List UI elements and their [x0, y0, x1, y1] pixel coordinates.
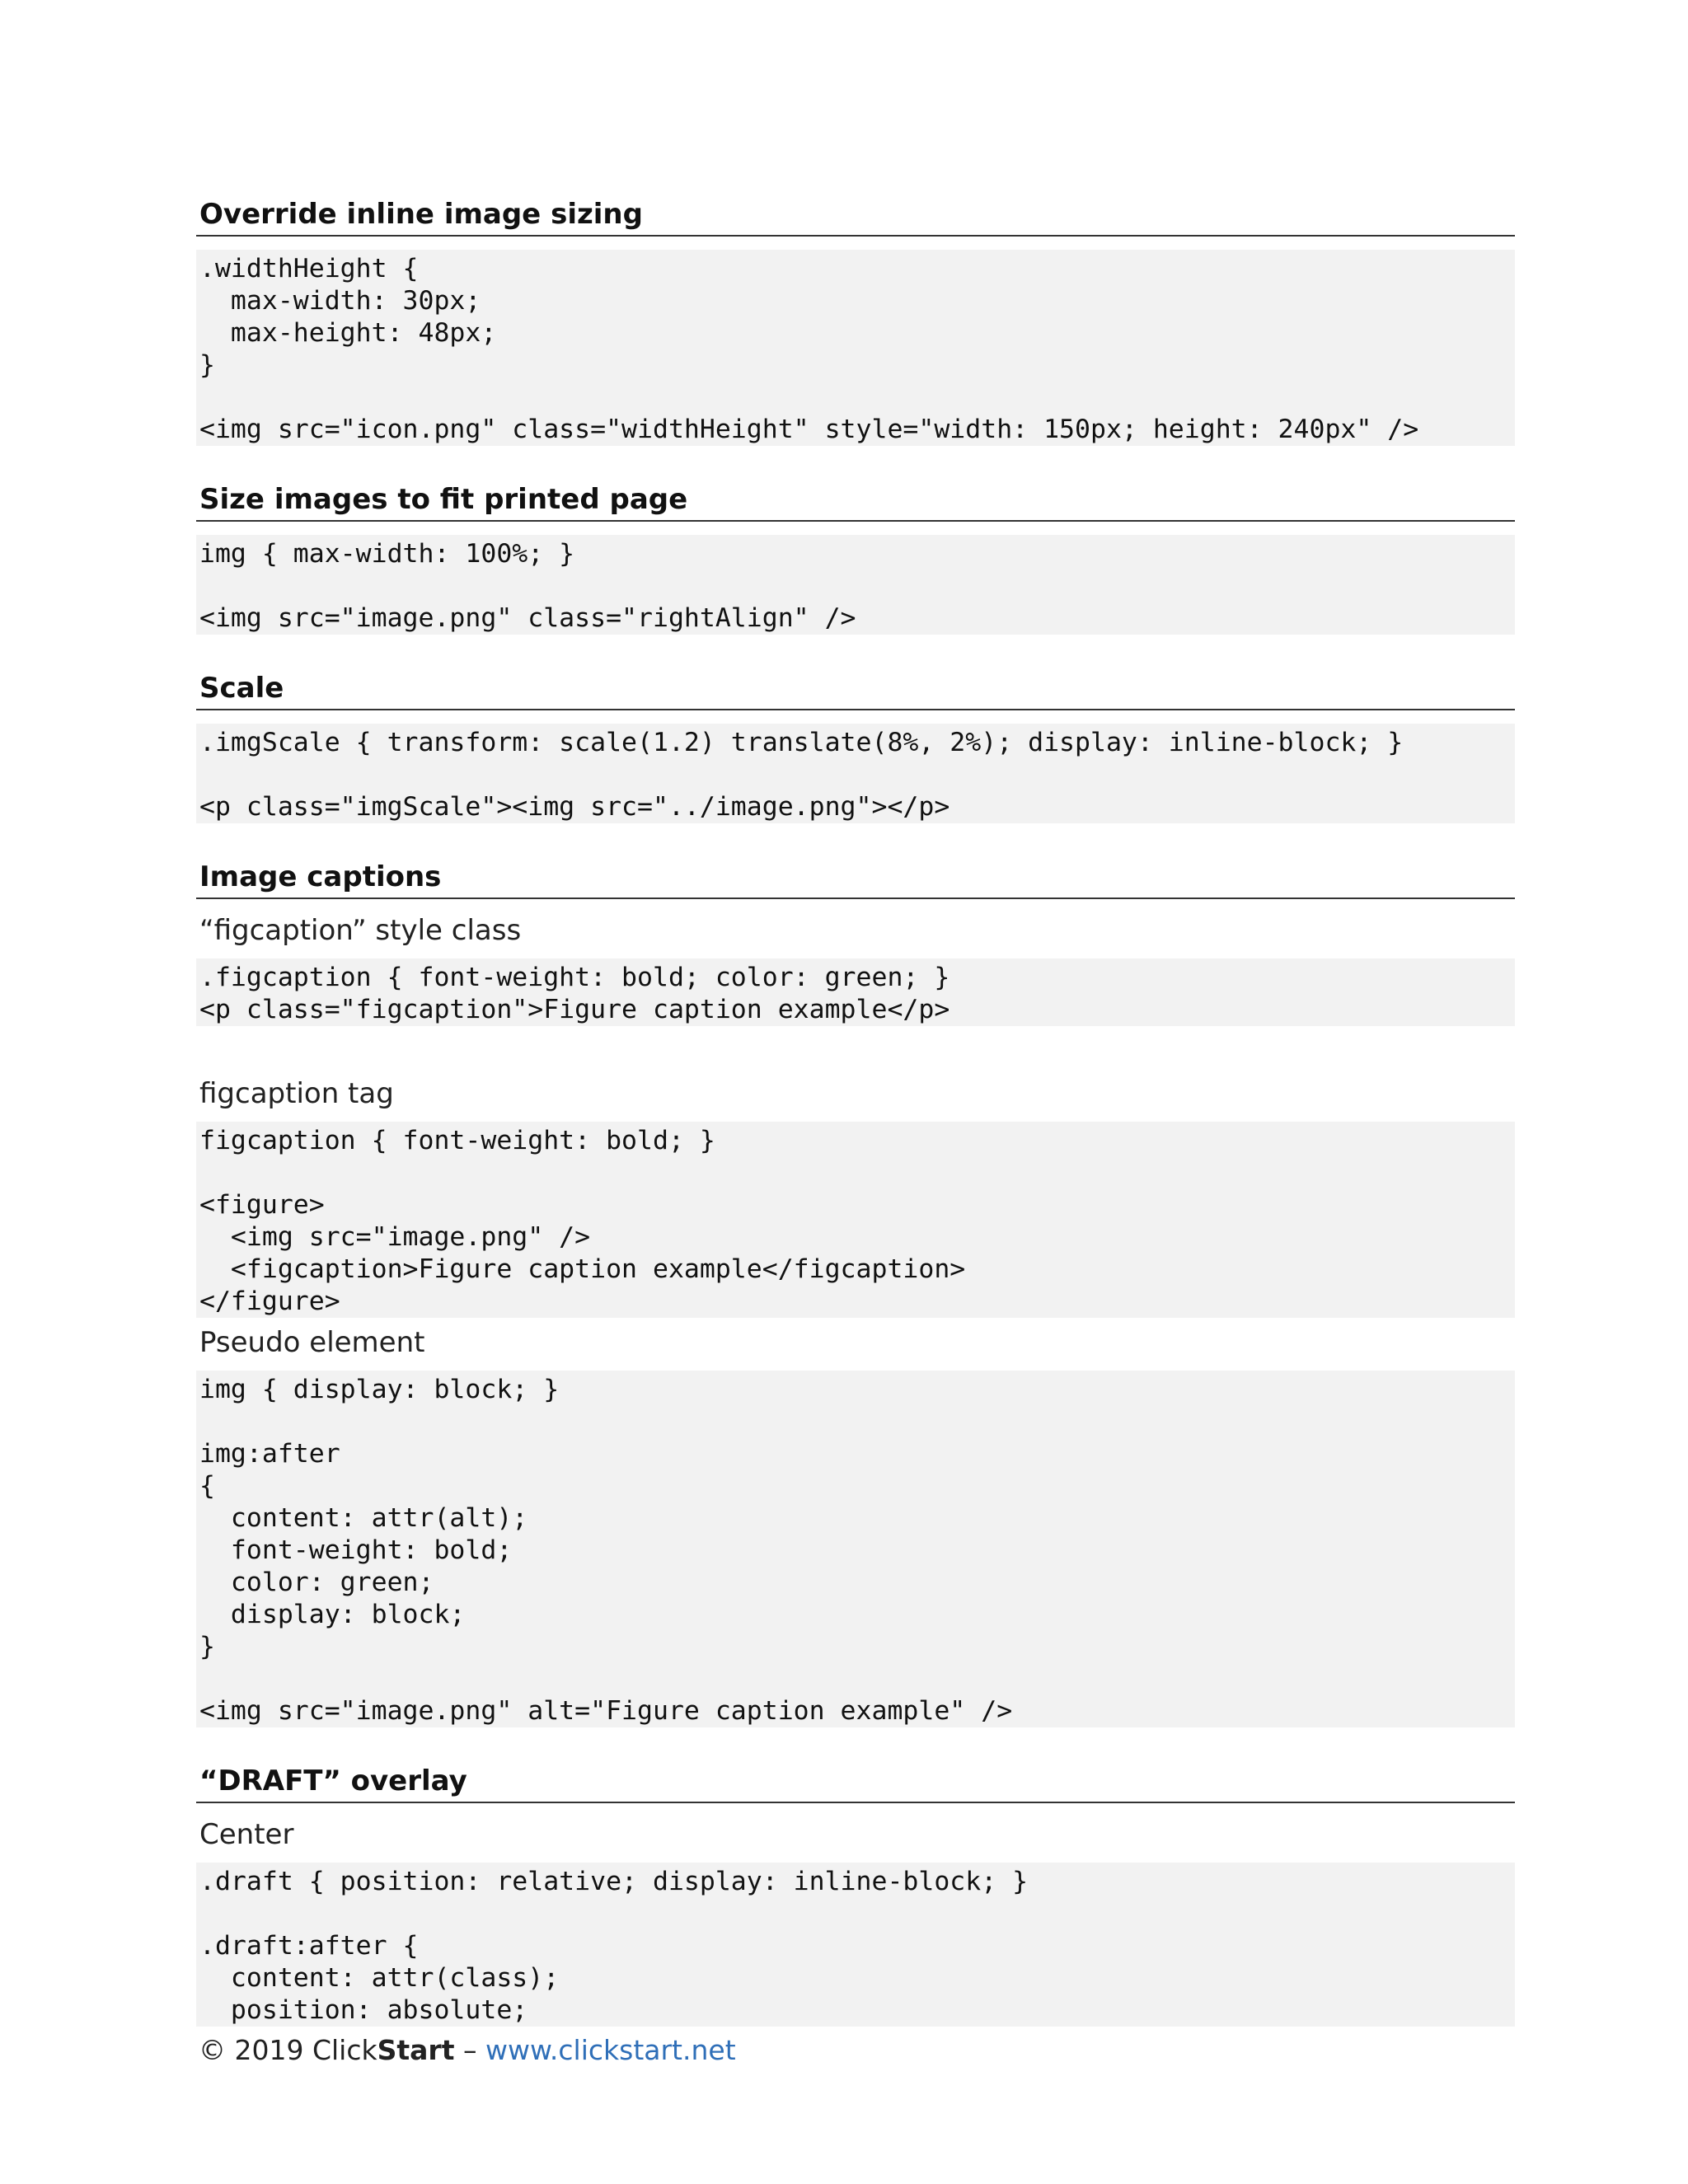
- footer-website-link[interactable]: www.clickstart.net: [485, 2034, 736, 2066]
- subsection-heading: Center: [199, 1818, 294, 1851]
- section-heading: Scale: [196, 668, 1515, 710]
- code-block: figcaption { font-weight: bold; } <figure> <img src="image.png" /> <figcaption>Figure caption example</figcaption> </figure>: [196, 1122, 1515, 1318]
- section-size-images-to-fit: [196, 479, 1515, 635]
- section-scale: [196, 668, 1515, 823]
- code-block: .figcaption { font-weight: bold; color: green; } <p class="figcaption">Figure caption example</p>: [196, 958, 1515, 1026]
- footer-brand-bold: Start: [377, 2034, 455, 2066]
- code-block: .widthHeight { max-width: 30px; max-height: 48px; } <img src="icon.png" class="widthHeight" style="width: 150px; height: 240px" />: [196, 250, 1515, 446]
- section-image-captions: [196, 856, 1515, 1727]
- subsection-heading: Pseudo element: [199, 1326, 425, 1359]
- code-block: .draft { position: relative; display: inline-block; } .draft:after { content: attr(class); position: absolute;: [196, 1863, 1515, 2027]
- document-body: [196, 194, 1515, 2060]
- code-block: img { max-width: 100%; } <img src="image.png" class="rightAlign" />: [196, 535, 1515, 635]
- section-heading: “DRAFT” overlay: [196, 1760, 1515, 1803]
- code-block: img { display: block; } img:after { content: attr(alt); font-weight: bold; color: green; display: block; } <img src="image.png" alt="Figure caption example" />: [196, 1371, 1515, 1727]
- page-footer: [199, 2032, 736, 2069]
- footer-separator: –: [454, 2034, 485, 2066]
- section-heading: Size images to fit printed page: [196, 479, 1515, 522]
- code-block: .imgScale { transform: scale(1.2) translate(8%, 2%); display: inline-block; } <p class="imgScale"><img src="../image.png"></p>: [196, 724, 1515, 823]
- section-override-inline-image-sizing: [196, 194, 1515, 446]
- subsection-heading: “figcaption” style class: [199, 914, 522, 947]
- section-heading: Override inline image sizing: [196, 194, 1515, 237]
- section-draft-overlay: [196, 1760, 1515, 2027]
- footer-copyright: © 2019 Click: [199, 2034, 377, 2066]
- section-heading: Image captions: [196, 856, 1515, 899]
- subsection-heading: figcaption tag: [199, 1077, 394, 1110]
